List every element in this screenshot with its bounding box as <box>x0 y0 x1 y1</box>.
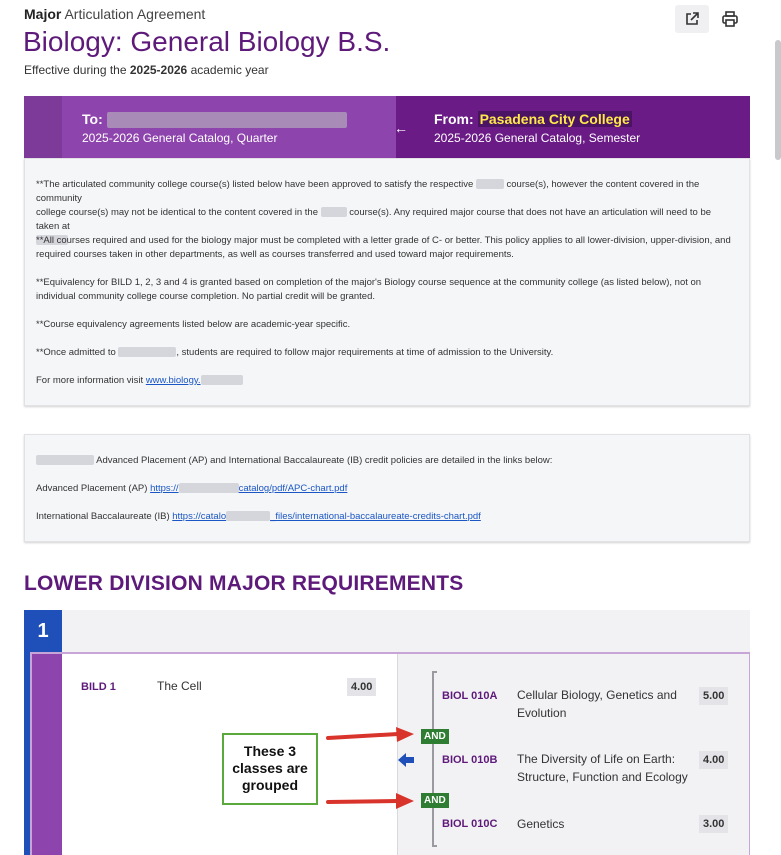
redacted-institution <box>107 112 347 128</box>
ap-link-part-b: catalog/pdf/APC-chart.pdf <box>238 483 348 494</box>
sending-course-units: 5.00 <box>699 687 728 705</box>
note-1-part-d: course(s). Any required major course that does not have an articulation will need to be taken at <box>36 207 712 232</box>
sending-course-code: BIOL 010C <box>442 818 498 830</box>
requirement-header <box>24 610 750 652</box>
ap-ib-intro-text: Advanced Placement (AP) and International Baccalaureate (IB) credit policies are detailed in the links below: <box>96 455 553 466</box>
annotation-arrow-icon <box>326 726 416 746</box>
note-3: **Equivalency for BILD 1, 2, 3 and 4 is granted based on completion of the major's Biology course sequence at the community college (as listed below), not on individual community college course completion. No partial credit will be granted. <box>36 277 702 302</box>
receiving-course-title: The Cell <box>157 679 202 693</box>
note-5 <box>36 346 736 360</box>
note-5-part-a: **Once admitted to <box>36 347 119 358</box>
to-catalog: 2025-2026 General Catalog, Quarter <box>82 131 278 145</box>
note-6-prefix: For more information visit <box>36 375 146 386</box>
redacted-text <box>118 347 176 357</box>
note-1-part-b: course(s), however the content covered in the community <box>36 179 700 204</box>
note-1-part-c: college course(s) may not be identical to the content covered in the <box>36 207 321 218</box>
course-group-bracket <box>432 671 437 847</box>
sending-course-title: Genetics <box>517 817 565 831</box>
effective-prefix: Effective during the <box>24 63 130 77</box>
sending-course-units: 3.00 <box>699 815 728 833</box>
annotation-callout <box>222 733 318 805</box>
ap-line <box>36 482 736 496</box>
from-college: Pasadena City College <box>479 111 630 127</box>
ib-link-part-b: _files/international-baccalaureate-credits-chart.pdf <box>270 511 481 522</box>
articulation-arrow-icon <box>398 753 414 767</box>
ib-link-part-a: https://catalo <box>172 511 227 522</box>
redacted-text <box>226 511 270 521</box>
note-1-part-a: **The articulated community college course(s) listed below have been approved to satisfy the respective <box>36 179 476 190</box>
callout-line-3: grouped <box>242 777 298 793</box>
title-line-1: The Diversity of Life on Earth: <box>517 752 676 766</box>
redacted-text <box>36 455 94 465</box>
agreement-notes <box>24 158 750 406</box>
note-6 <box>36 374 736 388</box>
banner-to <box>82 111 347 128</box>
arrow-left-icon: ← <box>394 120 408 136</box>
banner-from-panel <box>396 96 750 158</box>
from-catalog: 2025-2026 General Catalog, Semester <box>434 131 641 145</box>
sending-course-title <box>517 750 688 786</box>
sending-course-code: BIOL 010B <box>442 754 498 766</box>
redacted-text <box>201 375 243 385</box>
kicker-bold: Major <box>24 6 62 22</box>
biology-website-link[interactable]: www.biology. <box>145 375 201 386</box>
page-kicker <box>24 6 205 22</box>
title-line-2: Evolution <box>517 706 567 720</box>
redacted-text <box>179 483 239 493</box>
effective-suffix: academic year <box>187 63 269 77</box>
agreement-banner <box>24 96 750 158</box>
sending-course-title <box>517 686 677 722</box>
receiving-course-accent <box>32 654 62 855</box>
receiving-course-units: 4.00 <box>347 678 376 696</box>
banner-from <box>434 111 632 127</box>
title-line-1: Cellular Biology, Genetics and <box>517 688 677 702</box>
redacted-text <box>476 179 504 189</box>
effective-line <box>24 63 269 77</box>
ib-label: International Baccalaureate (IB) <box>36 511 173 522</box>
page-scrollbar[interactable] <box>775 40 781 160</box>
section-title: LOWER DIVISION MAJOR REQUIREMENTS <box>24 572 464 595</box>
note-4: **Course equivalency agreements listed below are academic-year specific. <box>36 319 351 330</box>
banner-strip <box>24 96 62 158</box>
callout-line-1: These 3 <box>243 743 297 759</box>
redacted-text <box>321 207 347 217</box>
sending-course-code: BIOL 010A <box>442 690 498 702</box>
note-2: **All courses required and used for the biology major must be completed with a letter grade of C- or better. This policy applies to all lower-division, upper-division, and required courses taken in other departments, as well as courses transferred and used toward major requirements. <box>36 235 731 260</box>
open-in-new-button[interactable] <box>675 5 709 33</box>
and-badge: AND <box>421 729 449 744</box>
page-title: Biology: General Biology B.S. <box>23 26 391 57</box>
print-button[interactable] <box>713 5 747 33</box>
printer-icon <box>721 10 739 28</box>
external-link-icon <box>684 11 700 27</box>
ib-chart-link[interactable] <box>172 511 481 522</box>
receiving-course-code: BILD 1 <box>81 681 116 693</box>
ap-link-part-a: https:// <box>150 483 179 494</box>
from-label: From: <box>434 111 474 127</box>
annotation-arrow-icon <box>326 792 416 812</box>
ap-label: Advanced Placement (AP) <box>36 483 151 494</box>
ap-chart-link[interactable] <box>150 483 347 494</box>
and-badge: AND <box>421 793 449 808</box>
callout-line-2: classes are <box>232 760 308 776</box>
note-5-part-b: , students are required to follow major requirements at time of admission to the University. <box>176 347 554 358</box>
kicker-rest: Articulation Agreement <box>61 6 206 22</box>
sending-course-units: 4.00 <box>699 751 728 769</box>
title-line-2: Structure, Function and Ecology <box>517 770 688 784</box>
to-label: To: <box>82 111 103 127</box>
ap-ib-intro <box>36 454 736 468</box>
ib-line <box>36 510 736 524</box>
ap-ib-policies <box>24 434 750 542</box>
requirement-number: 1 <box>24 610 62 652</box>
effective-year: 2025-2026 <box>129 63 188 77</box>
